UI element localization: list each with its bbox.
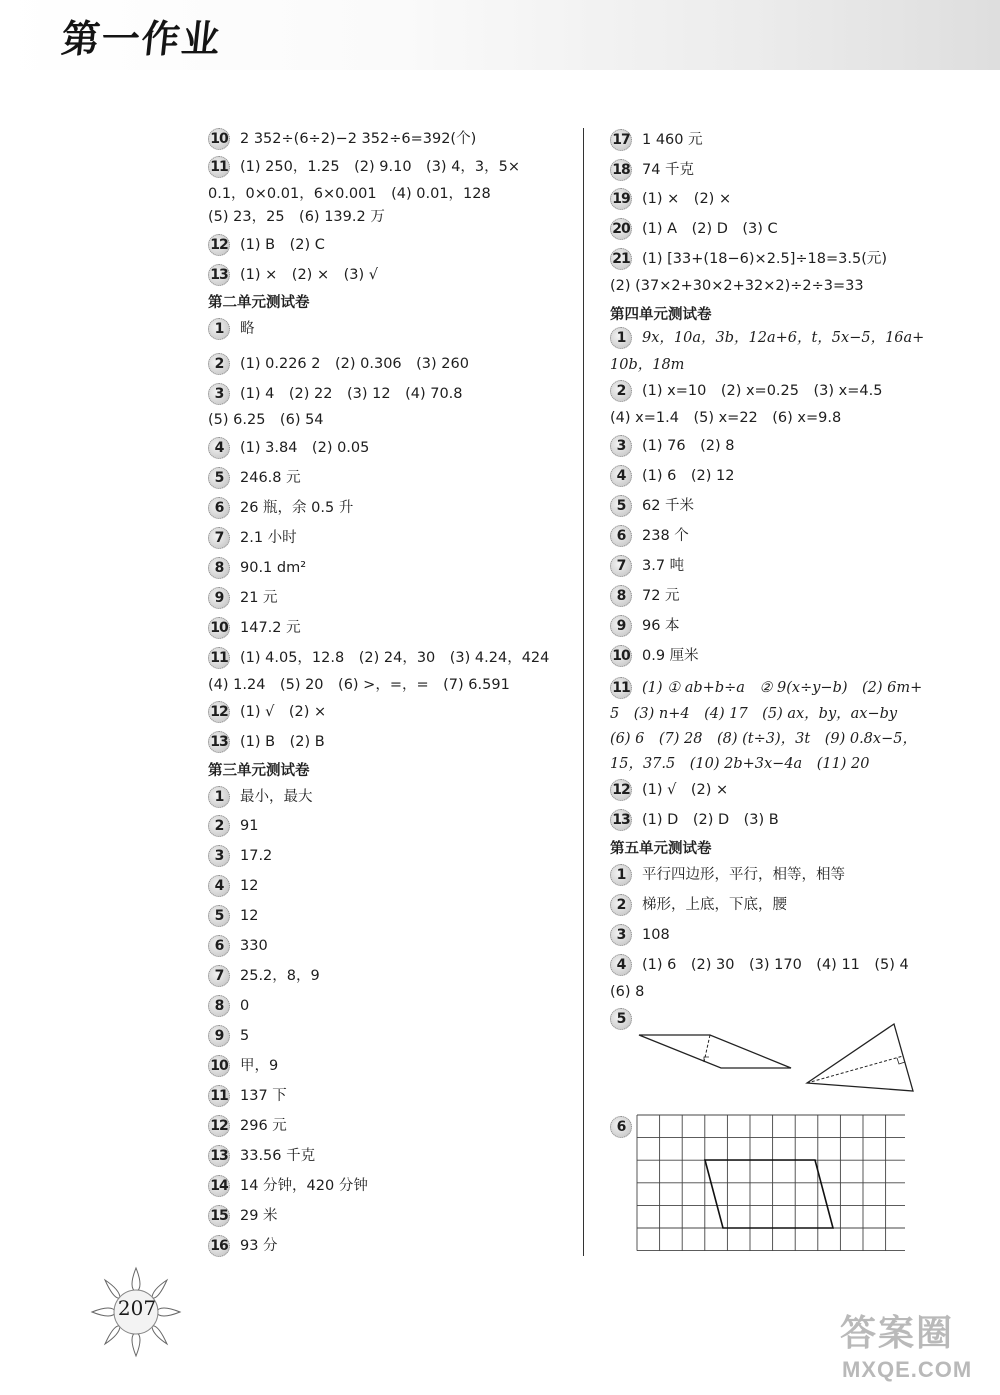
answer-text: (1) 76 (2) 8 <box>642 438 735 454</box>
question-number-badge: 2 <box>610 894 632 916</box>
answer-text: 246.8 元 <box>240 470 301 486</box>
answer-item <box>208 701 326 723</box>
triangle-height-line <box>807 1056 903 1083</box>
answer-item <box>208 234 325 256</box>
question-number-badge: 1 <box>208 318 230 340</box>
answer-text: (1) 6 (2) 30 (3) 170 (4) 11 (5) 4 <box>642 957 909 973</box>
answer-item <box>208 815 258 837</box>
answer-item <box>208 383 463 405</box>
answer-item <box>610 248 887 270</box>
answer-item <box>610 779 728 801</box>
question-number-badge: 2 <box>208 353 230 375</box>
question-number-badge: 1 <box>610 327 632 349</box>
answer-item <box>208 587 278 609</box>
question-number-badge: 8 <box>208 557 230 579</box>
question-number-badge: 10 <box>610 645 632 667</box>
question-number-badge: 3 <box>610 435 632 457</box>
section-heading: 第三单元测试卷 <box>208 763 310 779</box>
answer-text: 2.1 小时 <box>240 530 297 546</box>
question-number-badge: 14 <box>208 1175 230 1197</box>
answer-item <box>610 495 694 517</box>
answer-item <box>208 527 297 549</box>
question-number-badge: 13 <box>208 264 230 286</box>
question-number-badge: 17 <box>610 129 632 151</box>
question-number-badge: 6 <box>610 1116 632 1138</box>
answer-text: 72 元 <box>642 588 680 604</box>
answer-text: 10b，18m <box>610 357 685 373</box>
answer-text: 93 分 <box>240 1238 278 1254</box>
answer-item <box>208 557 306 579</box>
answer-item <box>208 905 258 927</box>
question-number-badge: 6 <box>208 935 230 957</box>
answer-item <box>208 1235 278 1257</box>
answer-item <box>208 318 255 340</box>
grid-lines <box>637 1115 905 1251</box>
answer-text: (2) (37×2+30×2+32×2)÷2÷3=33 <box>610 278 864 294</box>
question-number-badge: 2 <box>208 815 230 837</box>
question-number-badge: 3 <box>610 924 632 946</box>
answer-item <box>610 615 680 637</box>
answer-text: 9x，10a，3b，12a+6，t，5x−5，16a+ <box>642 330 925 346</box>
answer-text: 21 元 <box>240 590 278 606</box>
answer-text: 甲，9 <box>240 1058 279 1074</box>
answer-item <box>208 875 258 897</box>
answer-text: (6) 6 (7) 28 (8) (t÷3)，3t (9) 0.8x−5， <box>610 731 917 747</box>
answer-text: 12 <box>240 908 259 924</box>
answer-text: 62 千米 <box>642 498 695 514</box>
answer-text: 15，37.5 (10) 2b+3x−4a (11) 20 <box>610 756 870 772</box>
question-number-badge: 3 <box>208 383 230 405</box>
answer-text: 5 (3) n+4 (4) 17 (5) ax，by，ax−by <box>610 706 898 722</box>
answer-text: 3.7 吨 <box>642 558 685 574</box>
question-number-badge: 4 <box>208 437 230 459</box>
answer-item <box>208 1025 249 1047</box>
answer-text: (1) 4.05，12.8 (2) 24，30 (3) 4.24，424 <box>240 650 550 666</box>
answer-text: (5) 6.25 (6) 54 <box>208 412 324 428</box>
question-number-badge: 5 <box>610 495 632 517</box>
answer-item <box>208 1175 368 1197</box>
answer-text: (1) 6 (2) 12 <box>642 468 735 484</box>
question-number-badge: 7 <box>208 965 230 987</box>
answer-item <box>610 327 924 349</box>
answer-item <box>610 218 778 240</box>
answer-text: 108 <box>642 927 670 943</box>
page-title: 第一作业 <box>59 16 225 61</box>
question-number-badge: 8 <box>208 995 230 1017</box>
answer-item <box>208 935 268 957</box>
answer-text: 74 千克 <box>642 162 695 178</box>
answer-text: (1) A (2) D (3) C <box>642 221 778 237</box>
answer-text: 17.2 <box>240 848 273 864</box>
answer-text: (1) √ (2) × <box>240 704 327 720</box>
question-number-badge: 6 <box>610 525 632 547</box>
grid-diagram <box>635 1113 905 1253</box>
answer-text: (1) ① ab+b÷a ② 9(x÷y−b) (2) 6m+ <box>642 680 923 696</box>
column-divider <box>583 128 584 1256</box>
question-number-badge: 9 <box>610 615 632 637</box>
answer-text: 0.9 厘米 <box>642 648 699 664</box>
answer-text: (5) 23，25 (6) 139.2 万 <box>208 209 385 225</box>
answer-text: 0.1，0×0.01，6×0.001 (4) 0.01，128 <box>208 186 491 202</box>
question-number-badge: 4 <box>610 954 632 976</box>
question-number-badge: 10 <box>208 1055 230 1077</box>
question-number-badge: 8 <box>610 585 632 607</box>
answer-text: 29 米 <box>240 1208 278 1224</box>
answer-text: 5 <box>240 1028 250 1044</box>
question-number-badge: 9 <box>208 587 230 609</box>
answer-text: 1 460 元 <box>642 132 703 148</box>
answer-text: (1) 250，1.25 (2) 9.10 (3) 4，3，5× <box>240 159 521 175</box>
answer-item <box>208 264 378 286</box>
question-number-badge: 13 <box>208 1145 230 1167</box>
answer-item <box>610 677 922 699</box>
answer-item <box>208 1115 287 1137</box>
answer-item <box>208 995 249 1017</box>
answer-text: (1) 4 (2) 22 (3) 12 (4) 70.8 <box>240 386 463 402</box>
answer-text: 25.2，8，9 <box>240 968 320 984</box>
answer-text: (4) x=1.4 (5) x=22 (6) x=9.8 <box>610 410 842 426</box>
answer-text: 238 个 <box>642 528 689 544</box>
answer-text: (1) D (2) D (3) B <box>642 812 779 828</box>
answer-text: 137 下 <box>240 1088 287 1104</box>
question-number-badge: 11 <box>208 1085 230 1107</box>
answer-item <box>208 128 476 150</box>
answer-text: (6) 8 <box>610 984 645 1000</box>
question-number-badge: 1 <box>610 864 632 886</box>
answer-text: (1) × (2) × <box>642 191 732 207</box>
answer-item <box>610 645 699 667</box>
answer-item <box>208 731 325 753</box>
triangle-shape <box>807 1024 913 1091</box>
parallelogram-height-line <box>704 1035 710 1062</box>
drawn-parallelogram <box>705 1160 833 1228</box>
question-number-badge: 13 <box>208 731 230 753</box>
answer-item <box>208 437 369 459</box>
answer-text: 96 本 <box>642 618 680 634</box>
watermark-logo: 答案圈 <box>840 1312 955 1353</box>
answer-text: (1) x=10 (2) x=0.25 (3) x=4.5 <box>642 383 883 399</box>
parallelogram-shape <box>639 1035 791 1068</box>
question-number-badge: 18 <box>610 159 632 181</box>
answer-item <box>610 380 882 402</box>
answer-text: 296 元 <box>240 1118 287 1134</box>
answer-item <box>208 497 353 519</box>
answer-item <box>208 156 520 178</box>
answer-text: 14 分钟，420 分钟 <box>240 1178 368 1194</box>
answer-text: (4) 1.24 (5) 20 (6) >，=，= (7) 6.591 <box>208 677 510 693</box>
answer-item <box>610 954 909 976</box>
answer-text: 平行四边形，平行，相等，相等 <box>642 867 845 883</box>
question-number-badge: 4 <box>208 875 230 897</box>
answer-item <box>610 188 731 210</box>
question-number-badge: 11 <box>610 677 632 699</box>
answer-item <box>610 924 670 946</box>
question-number-badge: 13 <box>610 809 632 831</box>
question-number-badge: 11 <box>208 156 230 178</box>
answer-text: (1) 3.84 (2) 0.05 <box>240 440 370 456</box>
question-number-badge: 11 <box>208 647 230 669</box>
answer-text: (1) B (2) B <box>240 734 325 750</box>
answer-text: 91 <box>240 818 259 834</box>
triangle-figure <box>807 1024 913 1091</box>
answer-text: 147.2 元 <box>240 620 301 636</box>
answer-text: 2 352÷(6÷2)−2 352÷6=392(个) <box>240 131 477 147</box>
answer-item <box>208 786 313 808</box>
answer-item <box>208 1145 315 1167</box>
question-number-badge: 4 <box>610 465 632 487</box>
answer-item <box>610 555 684 577</box>
answer-text: 12 <box>240 878 259 894</box>
section-heading: 第四单元测试卷 <box>610 307 712 323</box>
answer-text: (1) [33+(18−6)×2.5]÷18=3.5(元) <box>642 251 888 267</box>
height-diagrams <box>635 1020 935 1095</box>
question-number-badge: 9 <box>208 1025 230 1047</box>
answer-item <box>610 435 734 457</box>
answer-item <box>610 585 680 607</box>
answer-item <box>610 864 845 886</box>
watermark <box>832 1305 992 1389</box>
question-number-badge: 7 <box>610 555 632 577</box>
answer-text: (1) √ (2) × <box>642 782 729 798</box>
question-number-badge: 5 <box>208 905 230 927</box>
question-number-badge: 10 <box>208 128 230 150</box>
answer-item <box>208 965 320 987</box>
section-heading: 第五单元测试卷 <box>610 841 712 857</box>
answer-item <box>208 467 301 489</box>
question-number-badge: 12 <box>208 234 230 256</box>
answer-text: 梯形，上底，下底，腰 <box>642 897 787 913</box>
answer-text: 26 瓶，余 0.5 升 <box>240 500 354 516</box>
answer-item <box>208 353 469 375</box>
page-number: 207 <box>117 1296 157 1320</box>
answer-item <box>610 129 703 151</box>
question-number-badge: 12 <box>208 1115 230 1137</box>
question-number-badge: 19 <box>610 188 632 210</box>
answer-text: 90.1 dm² <box>240 560 307 576</box>
answer-text: 略 <box>240 321 255 337</box>
answer-item <box>610 894 787 916</box>
question-number-badge: 12 <box>208 701 230 723</box>
parallelogram-figure <box>639 1035 791 1068</box>
answer-item <box>208 1205 278 1227</box>
question-number-badge: 12 <box>610 779 632 801</box>
answer-text: 33.56 千克 <box>240 1148 316 1164</box>
answer-text: 最小，最大 <box>240 789 313 805</box>
answer-text: (1) × (2) × (3) √ <box>240 267 378 283</box>
answer-text: 0 <box>240 998 250 1014</box>
question-number-badge: 5 <box>208 467 230 489</box>
question-number-badge: 1 <box>208 786 230 808</box>
answer-item <box>610 465 734 487</box>
answer-item <box>610 159 694 181</box>
question-number-badge: 21 <box>610 248 632 270</box>
answer-item <box>208 845 272 867</box>
answer-item <box>208 647 549 669</box>
question-number-badge: 15 <box>208 1205 230 1227</box>
answer-item <box>208 1055 278 1077</box>
question-number-badge: 10 <box>208 617 230 639</box>
answer-item <box>208 617 301 639</box>
answer-text: (1) B (2) C <box>240 237 325 253</box>
answer-item <box>610 809 779 831</box>
question-number-badge: 7 <box>208 527 230 549</box>
question-number-badge: 6 <box>208 497 230 519</box>
watermark-url: MXQE.COM <box>842 1357 973 1382</box>
answer-text: 330 <box>240 938 268 954</box>
question-number-badge: 3 <box>208 845 230 867</box>
question-number-badge: 20 <box>610 218 632 240</box>
section-heading: 第二单元测试卷 <box>208 295 310 311</box>
question-number-badge: 2 <box>610 380 632 402</box>
answer-item <box>208 1085 287 1107</box>
question-number-badge: 5 <box>610 1008 632 1030</box>
question-number-badge: 16 <box>208 1235 230 1257</box>
answer-text: (1) 0.226 2 (2) 0.306 (3) 260 <box>240 356 469 372</box>
answer-item <box>610 525 689 547</box>
